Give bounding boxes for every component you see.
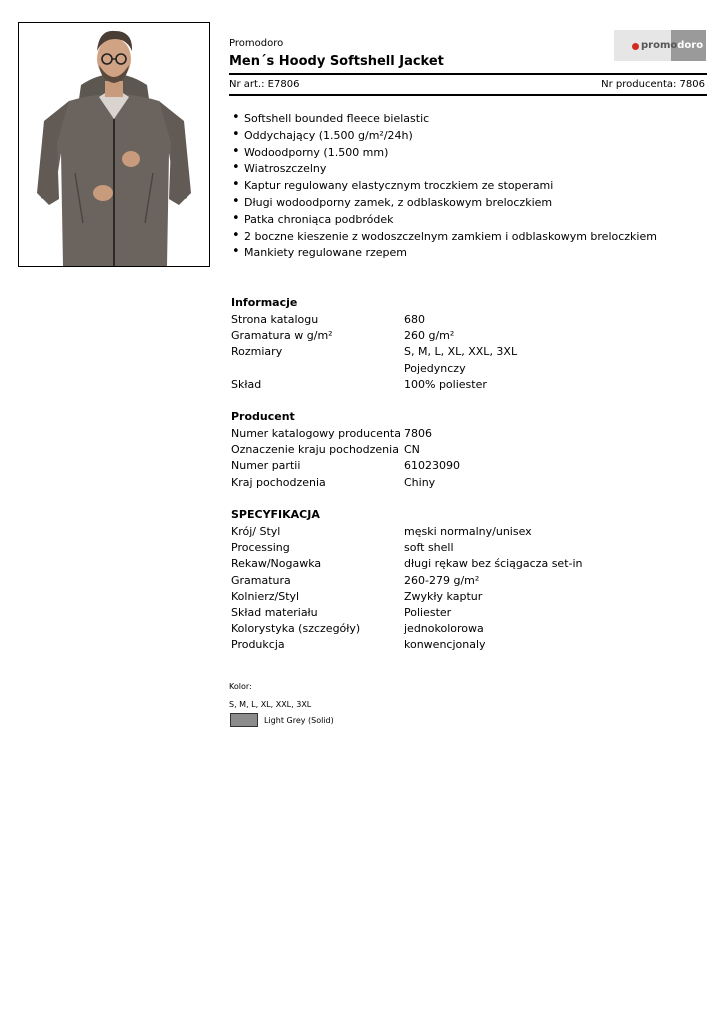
jacket-model-icon — [19, 23, 209, 266]
feature-item: • Softshell bounded fleece bielastic — [232, 111, 657, 128]
section-heading: SPECYFIKACJA — [231, 508, 320, 521]
feature-item: • Mankiety regulowane rzepem — [232, 245, 657, 262]
producer-row: Numer partii 61023090 — [231, 459, 460, 473]
producer-row: Oznaczenie kraju pochodzenia CN — [231, 443, 420, 457]
info-row: Skład 100% poliester — [231, 377, 487, 391]
logo-wordmark: promodoro — [641, 40, 704, 51]
feature-item: • Wiatroszczelny — [232, 161, 657, 178]
spec-section — [231, 507, 701, 654]
info-row: Rozmiary S, M, L, XL, XXL, 3XL — [231, 345, 518, 359]
feature-item: • Kaptur regulowany elastycznym troczkiem ze stoperami — [232, 178, 657, 195]
producer-row: Kraj pochodzenia Chiny — [231, 475, 436, 489]
info-section — [231, 295, 701, 393]
header-divider-bottom — [229, 94, 707, 96]
color-sizes: S, M, L, XL, XXL, 3XL — [229, 700, 312, 709]
spec-row: Skład materiału Poliester — [231, 606, 452, 620]
spec-row: Rekaw/Nogawka długi rękaw bez ściągacza set-in — [231, 557, 583, 571]
producer-section — [231, 409, 701, 491]
producer-row: Numer katalogowy producenta 7806 — [231, 427, 432, 440]
spec-row: Processing soft shell — [231, 541, 454, 555]
info-row: Strona katalogu 680 — [231, 313, 425, 326]
color-label: Kolor: — [229, 682, 252, 691]
feature-item: • 2 boczne kieszenie z wodoszczelnym zamkiem i odblaskowym breloczkiem — [232, 229, 657, 246]
spec-row: Kolorystyka (szczegóły) jednokolorowa — [231, 622, 484, 636]
feature-item: • Wodoodporny (1.500 mm) — [232, 145, 657, 162]
article-number: Nr art.: E7806 — [229, 79, 300, 90]
producer-number: Nr producenta: 7806 — [601, 79, 705, 90]
spec-row: Produkcja konwencjonaly — [231, 638, 486, 652]
feature-item: • Patka chroniąca podbródek — [232, 212, 657, 229]
brand-logo — [614, 30, 706, 61]
feature-list — [232, 111, 657, 262]
color-swatch — [230, 713, 258, 727]
feature-item: • Oddychający (1.500 g/m²/24h) — [232, 128, 657, 145]
spec-row: Gramatura 260-279 g/m² — [231, 573, 480, 587]
section-heading: Producent — [231, 410, 295, 423]
info-row: Gramatura w g/m² 260 g/m² — [231, 329, 455, 343]
product-title: Men´s Hoody Softshell Jacket — [229, 54, 444, 69]
brand-name: Promodoro — [229, 38, 284, 49]
header-divider-top — [229, 73, 707, 75]
spec-row: Kolnierz/Styl Zwykły kaptur — [231, 589, 483, 603]
product-photo — [18, 22, 210, 267]
info-row: Pojedynczy — [404, 361, 466, 375]
spec-row: Krój/ Styl męski normalny/unisex — [231, 525, 532, 538]
tomato-icon — [632, 43, 639, 50]
feature-item: • Długi wodoodporny zamek, z odblaskowym breloczkiem — [232, 195, 657, 212]
article-numbers-row — [229, 79, 705, 90]
section-heading: Informacje — [231, 296, 298, 309]
color-swatch-name: Light Grey (Solid) — [264, 716, 334, 725]
